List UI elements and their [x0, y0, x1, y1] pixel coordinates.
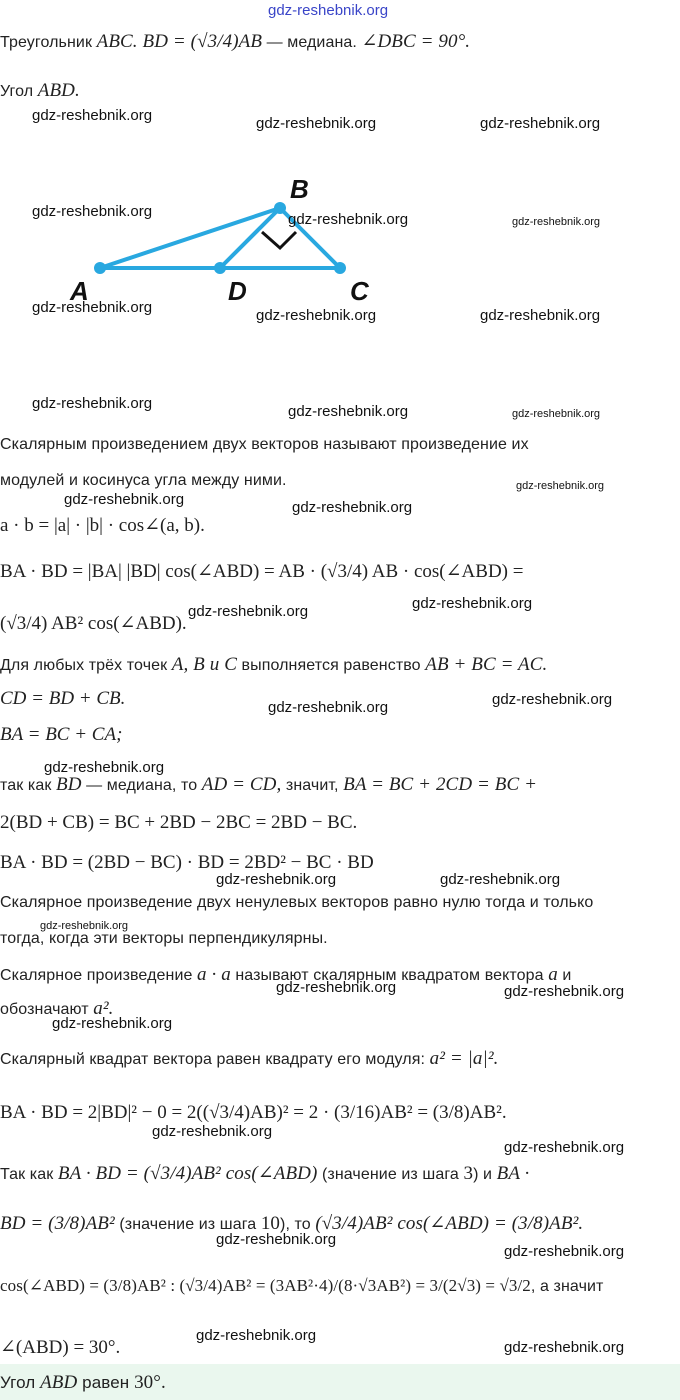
- answer-mid: равен: [82, 1373, 130, 1392]
- zero-product-a: Скалярное произведение двух ненулевых векторов равно нулю тогда и только: [0, 894, 594, 911]
- median-prefix: так как: [0, 777, 52, 794]
- watermark: gdz-reshebnik.org: [440, 871, 561, 888]
- mod-prefix: Скалярный квадрат вектора равен квадрату его модуля:: [0, 1051, 426, 1068]
- definition-1a: Скалярным произведением двух векторов называют произведение их: [0, 436, 529, 453]
- median-line-2: 2(BD + CB) = BC + 2BD − 2BC = 2BD − BC.: [0, 812, 358, 833]
- any-mid: выполняется равенство: [241, 657, 421, 674]
- problem-line1-math: ABC. BD = (√3/4)AB: [96, 31, 263, 52]
- watermark: gdz-reshebnik.org: [480, 115, 601, 132]
- watermark: gdz-reshebnik.org: [32, 107, 153, 124]
- angle-result: ∠(ABD) = 30°.: [0, 1337, 121, 1358]
- watermark: gdz-reshebnik.org: [512, 408, 601, 420]
- formula-ba: BA = BC + CA;: [0, 724, 123, 745]
- problem-line-2: [0, 80, 80, 102]
- median-eq: BA = BC + 2CD = BC +: [343, 774, 538, 795]
- watermark: gdz-reshebnik.org: [152, 1123, 273, 1140]
- problem-line1-mid: — медиана.: [266, 34, 357, 51]
- watermark: gdz-reshebnik.org: [256, 307, 377, 324]
- sq-var: a: [548, 964, 558, 985]
- formula-ba-bd-value: BA · BD = 2|BD|² − 0 = 2((√3/4)AB)² = 2 · (3/16)AB² = (3/8)AB².: [0, 1102, 507, 1123]
- formula-cd: CD = BD + CB.: [0, 688, 126, 709]
- sq-end: и: [562, 967, 572, 984]
- label-b: B: [290, 174, 309, 204]
- watermark: gdz-reshebnik.org: [216, 871, 337, 888]
- watermark: gdz-reshebnik.org: [412, 595, 533, 612]
- median-mid2: значит,: [285, 777, 339, 794]
- median-math: BD: [56, 774, 82, 795]
- since-a-math2: BA ·: [496, 1163, 530, 1184]
- top-watermark[interactable]: gdz-reshebnik.org: [268, 2, 389, 19]
- median-math2: AD = CD,: [201, 774, 282, 795]
- since-a-mid: (значение из шага: [321, 1166, 459, 1183]
- watermark: gdz-reshebnik.org: [492, 691, 613, 708]
- cos-end: , а значит: [530, 1278, 604, 1295]
- point-b: [274, 202, 286, 214]
- watermark: gdz-reshebnik.org: [188, 603, 309, 620]
- any-prefix: Для любых трёх точек: [0, 657, 168, 674]
- sq-mid: называют скалярным квадратом вектора: [235, 967, 544, 984]
- watermark: gdz-reshebnik.org: [480, 307, 601, 324]
- definition-1b: модулей и косинуса угла между ними.: [0, 472, 287, 489]
- watermark: gdz-reshebnik.org: [268, 699, 389, 716]
- answer-prefix: Угол: [0, 1373, 36, 1392]
- watermark: gdz-reshebnik.org: [32, 299, 153, 316]
- since-line-1: [0, 1162, 529, 1185]
- since-b-step: 10: [260, 1213, 281, 1234]
- since-a-step: 3: [463, 1163, 474, 1184]
- problem-line1-prefix: Треугольник: [0, 34, 93, 51]
- sq-b-prefix: обозначают: [0, 1001, 89, 1018]
- zero-product-b: тогда, когда эти векторы перпендикулярны.: [0, 930, 328, 947]
- median-mid: — медиана, то: [86, 777, 198, 794]
- watermark: gdz-reshebnik.org: [276, 979, 397, 996]
- since-a-math: BA · BD = (√3/4)AB² cos(∠ABD): [57, 1163, 318, 1184]
- mod-math: a² = |a|².: [429, 1048, 499, 1069]
- watermark: gdz-reshebnik.org: [288, 403, 409, 420]
- problem-line-1: [0, 30, 470, 53]
- formula-ba-bd-line1: BA · BD = |BA| |BD| cos(∠ABD) = AB · (√3/4) AB · cos(∠ABD) =: [0, 561, 524, 582]
- problem-line2-prefix: Угол: [0, 83, 34, 100]
- sq-prefix: Скалярное произведение: [0, 967, 193, 984]
- formula-ba-bd-expanded: BA · BD = (2BD − BC) · BD = 2BD² − BC · BD: [0, 852, 374, 873]
- formula-ba-bd-line2: (√3/4) AB² cos(∠ABD).: [0, 613, 187, 634]
- watermark: gdz-reshebnik.org: [32, 203, 153, 220]
- since-b-mid: (значение из шага: [119, 1216, 257, 1233]
- answer-banner: [0, 1364, 680, 1400]
- any-eq: AB + BC = AC.: [425, 654, 548, 675]
- label-d: D: [228, 276, 247, 306]
- cos-line: [0, 1276, 603, 1296]
- watermark: gdz-reshebnik.org: [52, 1015, 173, 1032]
- any-three-points: [0, 654, 547, 676]
- watermark: gdz-reshebnik.org: [256, 115, 377, 132]
- label-c: C: [350, 276, 369, 306]
- watermark: gdz-reshebnik.org: [196, 1327, 317, 1344]
- watermark: gdz-reshebnik.org: [32, 395, 153, 412]
- right-angle-mark: [262, 232, 296, 248]
- watermark: gdz-reshebnik.org: [216, 1231, 337, 1248]
- watermark: gdz-reshebnik.org: [292, 499, 413, 516]
- watermark: gdz-reshebnik.org: [512, 216, 601, 228]
- sq-b-math: a².: [93, 998, 114, 1019]
- since-a-prefix: Так как: [0, 1166, 54, 1183]
- since-b-end: ), то: [280, 1216, 311, 1233]
- problem-line1-angle: ∠DBC = 90°.: [361, 31, 471, 52]
- watermark: gdz-reshebnik.org: [504, 1339, 625, 1356]
- watermark: gdz-reshebnik.org: [40, 920, 129, 932]
- watermark: gdz-reshebnik.org: [504, 1243, 625, 1260]
- watermark: gdz-reshebnik.org: [44, 759, 165, 776]
- answer-math: ABD: [40, 1372, 78, 1393]
- formula-dot-product: a · b = |a| · |b| · cos∠(a, b).: [0, 515, 205, 536]
- cos-math: cos(∠ABD) = (3/8)AB² : (√3/4)AB² = (3AB²·4)/(8·√3AB²) = 3/(2√3) = √3/2: [0, 1276, 531, 1295]
- modulus-line: [0, 1048, 499, 1070]
- since-b-math2: (√3/4)AB² cos(∠ABD) = (3/8)AB².: [315, 1213, 584, 1234]
- watermark: gdz-reshebnik.org: [288, 211, 409, 228]
- watermark: gdz-reshebnik.org: [516, 480, 605, 492]
- point-d: [214, 262, 226, 274]
- label-a: A: [70, 276, 89, 306]
- median-line-1: [0, 774, 537, 796]
- problem-line2-math: ABD.: [37, 80, 80, 101]
- watermark: gdz-reshebnik.org: [64, 491, 185, 508]
- any-math: A, B и C: [171, 654, 237, 675]
- answer-value: 30°.: [134, 1372, 166, 1393]
- point-c: [334, 262, 346, 274]
- answer-line: [0, 1372, 166, 1394]
- watermark: gdz-reshebnik.org: [504, 1139, 625, 1156]
- triangle-figure: [0, 170, 440, 310]
- point-a: [94, 262, 106, 274]
- since-b-math: BD = (3/8)AB²: [0, 1213, 115, 1234]
- sq-math: a · a: [197, 964, 231, 985]
- watermark: gdz-reshebnik.org: [504, 983, 625, 1000]
- since-a-end: ) и: [473, 1166, 493, 1183]
